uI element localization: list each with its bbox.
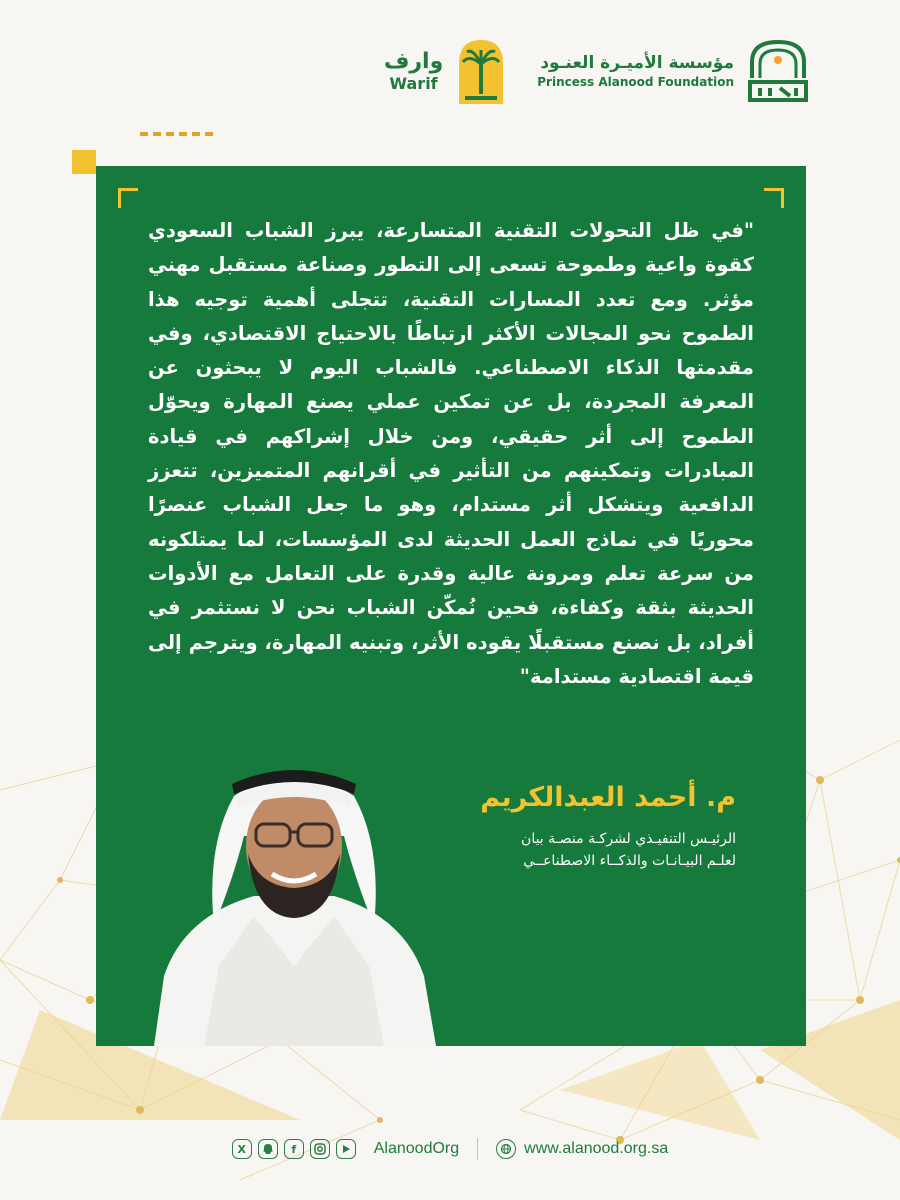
alanood-logo-text bbox=[537, 52, 734, 90]
warif-logo-ar: وارف bbox=[383, 49, 444, 74]
alanood-foundation-logo bbox=[537, 38, 810, 104]
social-handle[interactable]: AlanoodOrg bbox=[373, 1140, 460, 1157]
corner-bracket bbox=[118, 188, 138, 208]
dash-ornament bbox=[140, 132, 213, 136]
foundation-name-en: Princess Alanood Foundation bbox=[537, 75, 734, 89]
snapchat-icon[interactable] bbox=[258, 1139, 278, 1159]
facebook-icon[interactable]: f bbox=[284, 1139, 304, 1159]
quote-text: "في ظل التحولات التقنية المتسارعة، يبرز الشباب السعودي كقوة واعية وطموحة تسعى إلى التطور وصناعة مستقبل مهني مؤثر. ومع تعدد المسارات التقنية، تتجلى أهمية توجيه هذا الطموح نحو المجالات الأكثر ارتباطًا بالاحتياج الاقتصادي، وفي مقدمتها الذكاء الاصطناعي. فالشباب اليوم لا يبحثون عن المعرفة المجردة، بل عن تمكين عملي يصنع المهارة ويحوّل الطموح إلى أثر حقيقي، ومن خلال إشراكهم في قيادة المبادرات وتمكينهم من التأثير في أقرانهم المتميزين، تتعزز الدافعية ويتشكل أثر مستدام، وهو ما جعل الشباب عنصرًا محوريًا في نماذج العمل الحديثة لدى المؤسسات، لما يمتلكونه من سرعة تعلم ومرونة عالية وقدرة على التعامل مع الأدوات الحديثة بثقة وكفاءة، فحين نُمكّن الشباب نحن لا نستثمر في أفراد، بل نصنع مستقبلًا يقوده الأثر، وتبنيه المهارة، ويترجم إلى قيمة اقتصادية مستدامة" bbox=[148, 219, 754, 688]
youtube-icon[interactable] bbox=[336, 1139, 356, 1159]
corner-bracket bbox=[764, 188, 784, 208]
warif-logo bbox=[384, 38, 507, 104]
social-icons bbox=[232, 1139, 356, 1159]
speaker-title-line-2: لعلـم البيـانـات والذكــاء الاصطناعــي bbox=[523, 853, 736, 869]
warif-logo-text bbox=[384, 49, 443, 93]
website-link[interactable] bbox=[496, 1139, 668, 1159]
yellow-square-ornament bbox=[72, 150, 96, 174]
footer-divider bbox=[477, 1138, 478, 1160]
warif-palm-icon bbox=[455, 38, 507, 104]
globe-icon bbox=[496, 1139, 516, 1159]
speaker-title-line-1: الرئيـس التنفيـذي لشركـة منصـة بيان bbox=[521, 831, 736, 847]
speaker-portrait bbox=[144, 726, 444, 1046]
alanood-emblem-icon bbox=[746, 38, 810, 104]
instagram-icon[interactable] bbox=[310, 1139, 330, 1159]
website-url[interactable]: www.alanood.org.sa bbox=[524, 1140, 669, 1157]
speaker-name: م. أحمد العبدالكريم bbox=[480, 782, 736, 813]
foundation-name-ar: مؤسسة الأميـرة العنـود bbox=[540, 53, 734, 73]
warif-logo-en: Warif bbox=[389, 74, 438, 93]
header-logos bbox=[384, 38, 810, 104]
speaker-info bbox=[480, 780, 736, 872]
speaker-title bbox=[480, 828, 736, 872]
x-icon[interactable]: X bbox=[232, 1139, 252, 1159]
footer bbox=[0, 1138, 900, 1160]
quote-panel bbox=[96, 166, 806, 1046]
